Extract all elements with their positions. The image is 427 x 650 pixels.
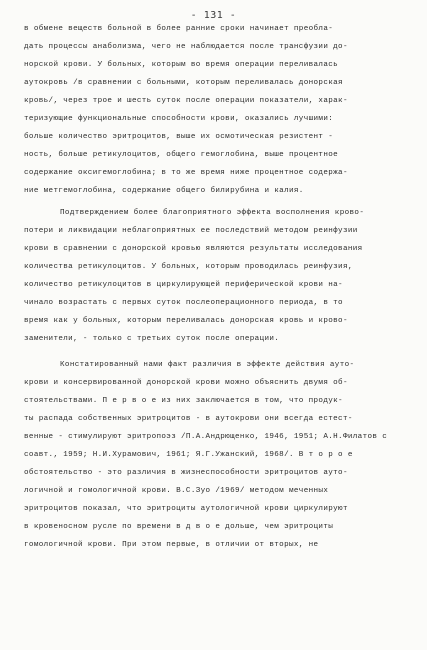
text-line: количества ретикулоцитов. У больных, которым проводилась реинфузия, xyxy=(24,263,353,271)
text-line: гомологичной крови. При этом первые, в отличии от вторых, не xyxy=(24,541,319,549)
text-line: аутокровь /в сравнении с больными, которым переливалась донорская xyxy=(24,79,343,87)
text-line: венные - стимулируют эритропоэз /П.А.Андрющенко, 1946, 1951; А.Н.Филатов с xyxy=(24,433,388,441)
text-line: норской крови. У больных, которым во время операции переливалась xyxy=(24,61,339,69)
page-number: - 131 - xyxy=(190,10,237,21)
text-line: стоятельствами. П е р в о е из них заключается в том, что продук- xyxy=(24,397,343,405)
text-line: заменители, - только с третьих суток после операции. xyxy=(24,335,280,343)
text-line: крови в сравнении с донорской кровью являются результаты исследования xyxy=(24,245,363,253)
text-line: соавт., 1959; Н.И.Хурамович, 1961; Я.Г.Ужанский, 1968/. В т о р о е xyxy=(24,451,353,459)
text-line: содержание оксигемоглобина; в то же время ниже процентное содержа- xyxy=(24,169,348,177)
text-line: потери и ликвидации неблагоприятных ее последствий методом реинфузии xyxy=(24,227,358,235)
text-line: кровь/, через трое и шесть суток после операции показатели, харак- xyxy=(24,97,348,105)
text-line: обстоятельство - это различия в жизнеспособности эритроцитов ауто- xyxy=(24,469,348,477)
text-line: Подтверждением более благоприятного эффекта восполнения крово- xyxy=(60,209,365,217)
text-line: ние метгемоглобина, содержание общего билирубина и калия. xyxy=(24,187,304,195)
text-line: ность, больше ретикулоцитов, общего гемоглобина, выше процентное xyxy=(24,151,339,159)
text-line: эритроцитов показал, что эритроциты аутологичной крови циркулируют xyxy=(24,505,348,513)
text-line: в обмене веществ больной в более ранние сроки начинает преобла- xyxy=(24,25,334,33)
text-line: Констатированный нами факт различия в эффекте действия ауто- xyxy=(60,361,355,369)
text-line: количество ретикулоцитов в циркулирующей периферической крови на- xyxy=(24,281,343,289)
text-line: время как у больных, которым переливалась донорская кровь и крово- xyxy=(24,317,348,325)
text-line: логичной и гомологичной крови. В.С.Зуо /1969/ методом меченных xyxy=(24,487,329,495)
text-line: крови и консервированной донорской крови можно объяснить двумя об- xyxy=(24,379,348,387)
text-line: в кровеносном русле по времени в д в о е дольше, чем эритроциты xyxy=(24,523,334,531)
text-line: дать процессы анаболизма, чего не наблюдается после трансфузии до- xyxy=(24,43,348,51)
text-line: ты распада собственных эритроцитов - в аутокрови они всегда естест- xyxy=(24,415,353,423)
text-line: больше количество эритроцитов, выше их осмотическая резистент - xyxy=(24,133,334,141)
text-line: чинало возрастать с первых суток послеоперационного периода, в то xyxy=(24,299,343,307)
text-line: теризующие функциональные способности крови, оказались лучшими: xyxy=(24,115,334,123)
